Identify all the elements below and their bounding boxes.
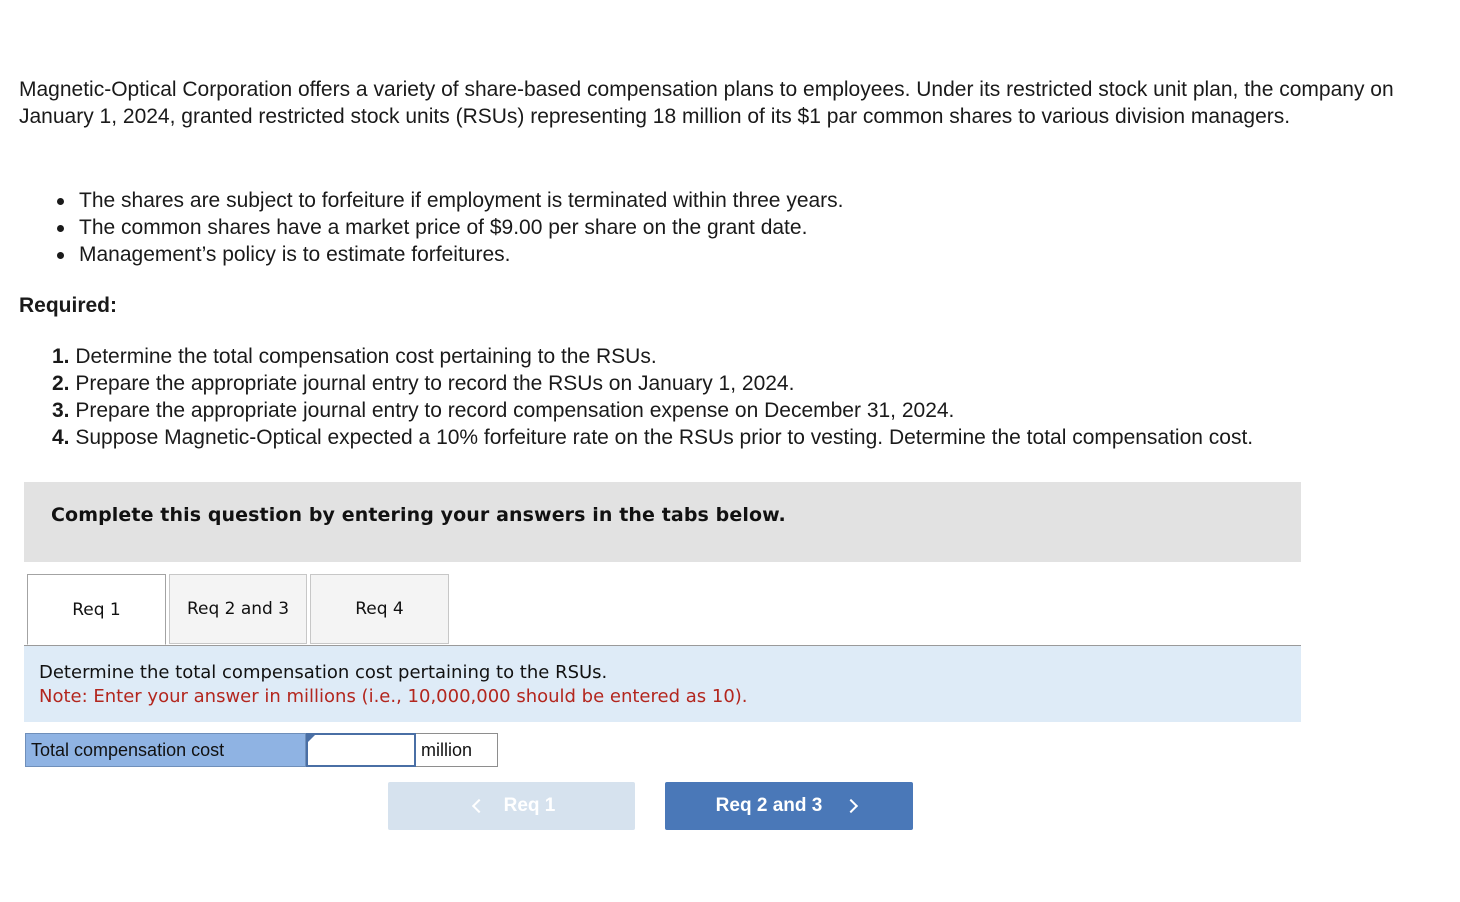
requirement-text: Suppose Magnetic-Optical expected a 10% forfeiture rate on the RSUs prior to vesting. Determine the total compensation cost. xyxy=(75,426,1254,449)
requirement-item xyxy=(52,343,1253,370)
question-panel xyxy=(24,646,1301,722)
requirement-number: 3. xyxy=(52,399,70,422)
requirement-item xyxy=(52,424,1253,451)
instructions-text: Complete this question by entering your answers in the tabs below. xyxy=(51,504,786,526)
requirement-number: 4. xyxy=(52,426,70,449)
requirement-text: Determine the total compensation cost pertaining to the RSUs. xyxy=(75,345,657,368)
requirement-number: 1. xyxy=(52,345,70,368)
total-compensation-input[interactable] xyxy=(306,733,416,767)
chevron-right-icon xyxy=(844,799,858,813)
problem-intro: Magnetic-Optical Corporation offers a variety of share-based compensation plans to employees. Under its restricted stock unit plan, the company on January 1, 2024, granted restricted stock units (RSUs) representing 18 million of its $1 par common shares to various division managers. xyxy=(19,78,1394,128)
requirement-item xyxy=(52,397,1253,424)
prev-button-label: Req 1 xyxy=(503,795,556,816)
next-button-label: Req 2 and 3 xyxy=(715,795,823,816)
requirement-text: Prepare the appropriate journal entry to record compensation expense on December 31, 2024. xyxy=(75,399,955,422)
tab-req-4[interactable]: Req 4 xyxy=(310,574,449,644)
total-compensation-label: Total compensation cost xyxy=(25,733,306,767)
prev-button[interactable] xyxy=(388,782,635,830)
input-corner-marker-icon xyxy=(307,734,316,743)
required-heading: Required: xyxy=(19,294,118,317)
next-button[interactable] xyxy=(665,782,913,830)
tab-req-2-and-3[interactable]: Req 2 and 3 xyxy=(169,574,307,644)
problem-bullets xyxy=(55,187,844,268)
bullet-item: Management’s policy is to estimate forfeitures. xyxy=(55,241,844,268)
unit-label: million xyxy=(416,733,498,767)
bullet-item: The shares are subject to forfeiture if employment is terminated within three years. xyxy=(55,187,844,214)
chevron-left-icon xyxy=(472,799,486,813)
bullet-item: The common shares have a market price of $9.00 per share on the grant date. xyxy=(55,214,844,241)
requirements-list xyxy=(52,343,1253,451)
question-text: Determine the total compensation cost pertaining to the RSUs. xyxy=(39,662,608,683)
requirement-text: Prepare the appropriate journal entry to record the RSUs on January 1, 2024. xyxy=(75,372,795,395)
instructions-banner xyxy=(24,482,1301,562)
requirement-tabs xyxy=(24,574,1301,646)
requirement-item xyxy=(52,370,1253,397)
question-note: Note: Enter your answer in millions (i.e., 10,000,000 should be entered as 10). xyxy=(39,686,748,707)
requirement-number: 2. xyxy=(52,372,70,395)
tab-req-1[interactable]: Req 1 xyxy=(27,574,166,645)
